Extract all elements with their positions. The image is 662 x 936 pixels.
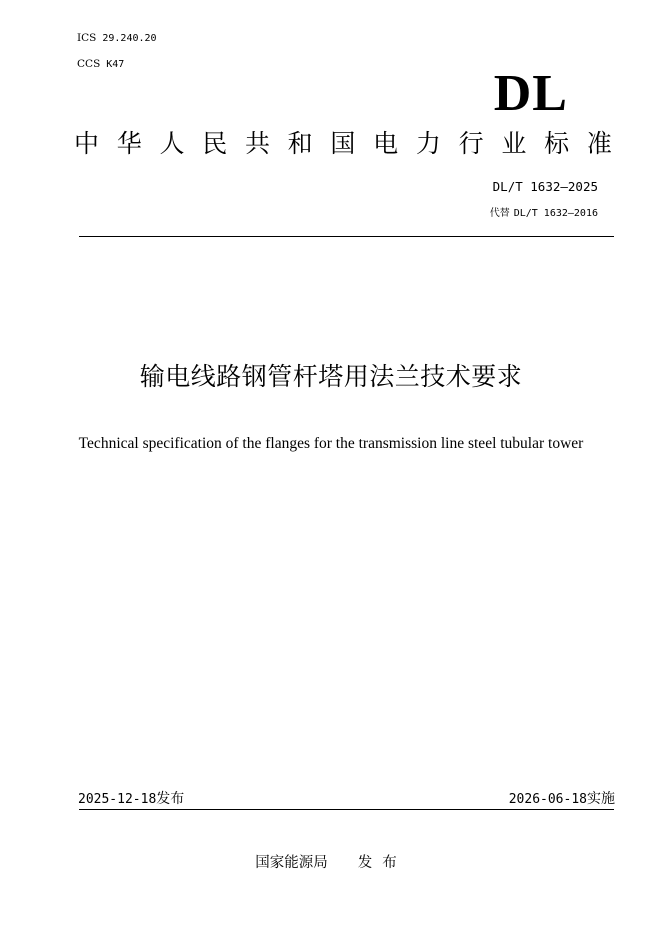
heading-char: 民	[202, 129, 228, 158]
issue-label: 发布	[156, 791, 185, 807]
ccs-label: CCS	[77, 58, 101, 70]
heading-char: 行	[458, 129, 484, 158]
heading-char: 人	[159, 129, 185, 158]
heading-char: 准	[586, 129, 612, 158]
heading-char: 标	[544, 129, 570, 158]
heading-char: 业	[501, 129, 527, 158]
heading-char: 国	[330, 129, 356, 158]
heading-char: 电	[373, 129, 399, 158]
publisher-line	[0, 853, 662, 873]
publisher-action: 发布	[357, 855, 407, 871]
implementation-date-line	[509, 789, 615, 810]
ics-code: 29.240.20	[102, 33, 157, 44]
footer-divider	[79, 809, 614, 810]
issue-date: 2025-12-18	[78, 792, 157, 807]
ccs-code: K47	[106, 59, 125, 70]
heading-char: 和	[287, 129, 313, 158]
implementation-date: 2026-06-18	[508, 792, 587, 807]
heading-char: 力	[415, 129, 441, 158]
issue-date-line	[78, 789, 184, 810]
document-title-cn: 输电线路钢管杆塔用法兰技术要求	[139, 362, 523, 391]
ccs-line	[77, 58, 124, 71]
header-divider	[79, 236, 614, 237]
heading-char: 共	[244, 129, 270, 158]
ics-line	[77, 32, 157, 45]
document-title-en: Technical specification of the flanges for the transmission line steel tubular tower	[78, 435, 584, 452]
ics-label: ICS	[77, 32, 97, 44]
implementation-label: 实施	[587, 791, 615, 807]
standard-category-heading	[74, 126, 612, 164]
replaces-line	[490, 207, 598, 221]
heading-char: 中	[74, 129, 100, 158]
dl-logo: DL	[493, 65, 568, 122]
heading-char: 华	[116, 129, 142, 158]
replaces-code: DL/T 1632—2016	[513, 208, 598, 219]
standard-number: DL/T 1632—2025	[492, 179, 598, 194]
replaces-label: 代替	[489, 208, 510, 219]
publisher-name: 国家能源局	[255, 855, 328, 871]
